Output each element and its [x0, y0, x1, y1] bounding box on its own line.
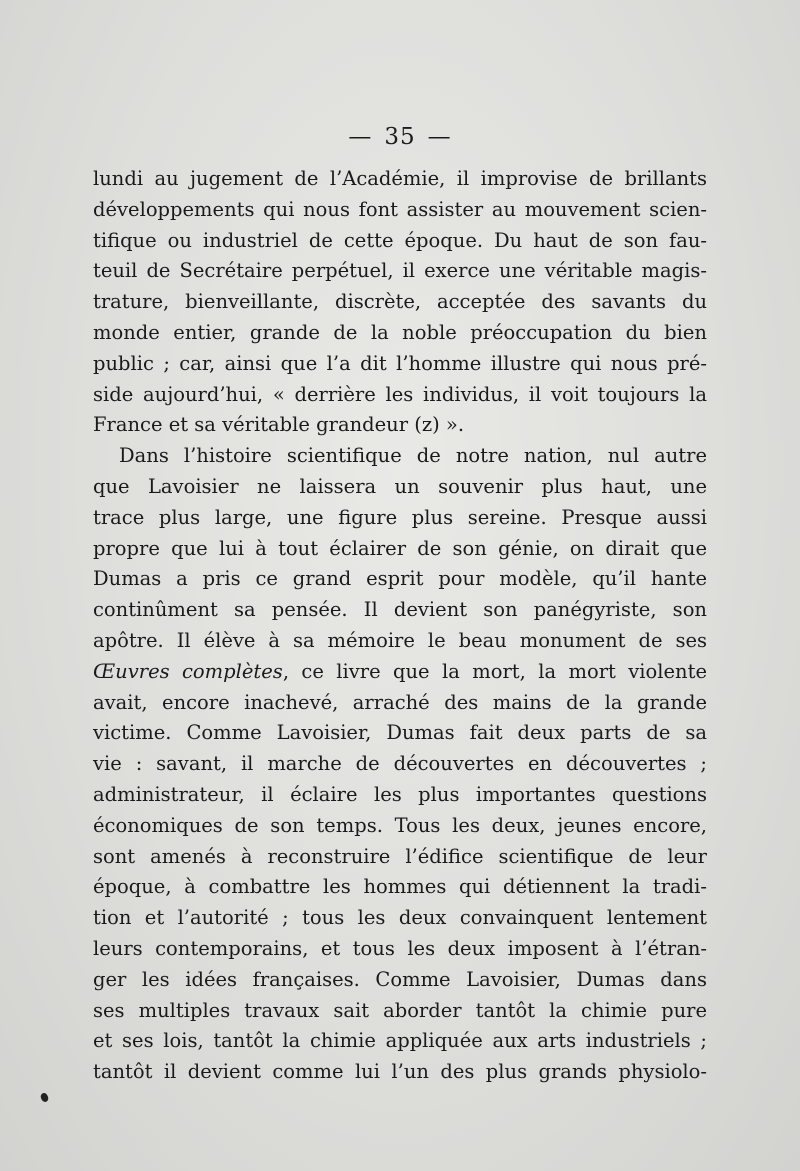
text-line: side aujourd’hui, « derrière les individus, il voit toujours la: [93, 382, 707, 406]
page-number-dash-left: —: [348, 124, 373, 150]
text-line: propre que lui à tout éclairer de son génie, on dirait que: [93, 536, 707, 560]
text-line: trace plus large, une figure plus sereine. Presque aussi: [93, 505, 707, 529]
text-line: victime. Comme Lavoisier, Dumas fait deux parts de sa: [93, 721, 707, 745]
body-text: [93, 164, 707, 1088]
text-line: administrateur, il éclaire les plus importantes questions: [93, 782, 707, 806]
text-line-rest: , ce livre que la mort, la mort violente: [282, 659, 707, 683]
text-line-with-title: [93, 657, 707, 688]
text-line: économiques de son temps. Tous les deux, jeunes encore,: [93, 813, 707, 837]
text-line: tantôt il devient comme lui l’un des plus grands physiolo-: [93, 1060, 707, 1084]
text-line: teuil de Secrétaire perpétuel, il exerce une véritable magis-: [93, 259, 707, 283]
text-line: continûment sa pensée. Il devient son panégyriste, son: [93, 598, 707, 622]
text-line: lundi au jugement de l’Académie, il improvise de brillants: [93, 167, 707, 190]
text-line: que Lavoisier ne laissera un souvenir plus haut, une: [93, 474, 707, 498]
page-number-dash-right: —: [427, 124, 452, 150]
text-line: époque, à combattre les hommes qui détiennent la tradi-: [93, 875, 707, 899]
text-line: vie : savant, il marche de découvertes en découvertes ;: [93, 752, 707, 776]
text-line: leurs contemporains, et tous les deux imposent à l’étran-: [93, 936, 707, 960]
book-title: Œuvres complètes: [93, 659, 283, 683]
text-line: public ; car, ainsi que l’a dit l’homme illustre qui nous pré-: [93, 351, 707, 375]
page-number-value: 35: [384, 124, 416, 150]
text-line: Dans l’histoire scientifique de notre nation, nul autre: [119, 444, 707, 468]
text-line: sont amenés à reconstruire l’édifice scientifique de leur: [93, 844, 707, 868]
text-line: Dumas a pris ce grand esprit pour modèle, qu’il hante: [93, 567, 707, 591]
text-line: tion et l’autorité ; tous les deux convainquent lentement: [93, 906, 707, 930]
page-number: [0, 124, 800, 150]
text-line: et ses lois, tantôt la chimie appliquée aux arts industriels ;: [93, 1029, 707, 1053]
text-line: monde entier, grande de la noble préoccupation du bien: [93, 320, 707, 344]
text-line: France et sa véritable grandeur (z) ».: [93, 413, 465, 437]
text-line: avait, encore inachevé, arraché des mains de la grande: [93, 690, 707, 714]
text-line: apôtre. Il élève à sa mémoire le beau monument de ses: [93, 628, 707, 652]
text-line: tifique ou industriel de cette époque. Du haut de son fau-: [93, 228, 707, 252]
text-line: trature, bienveillante, discrète, acceptée des savants du: [93, 290, 707, 314]
text-line: ger les idées françaises. Comme Lavoisier, Dumas dans: [93, 967, 707, 991]
text-line: développements qui nous font assister au mouvement scien-: [93, 197, 707, 221]
ink-speck: [39, 1092, 50, 1103]
text-line: ses multiples travaux sait aborder tantôt la chimie pure: [93, 998, 707, 1022]
